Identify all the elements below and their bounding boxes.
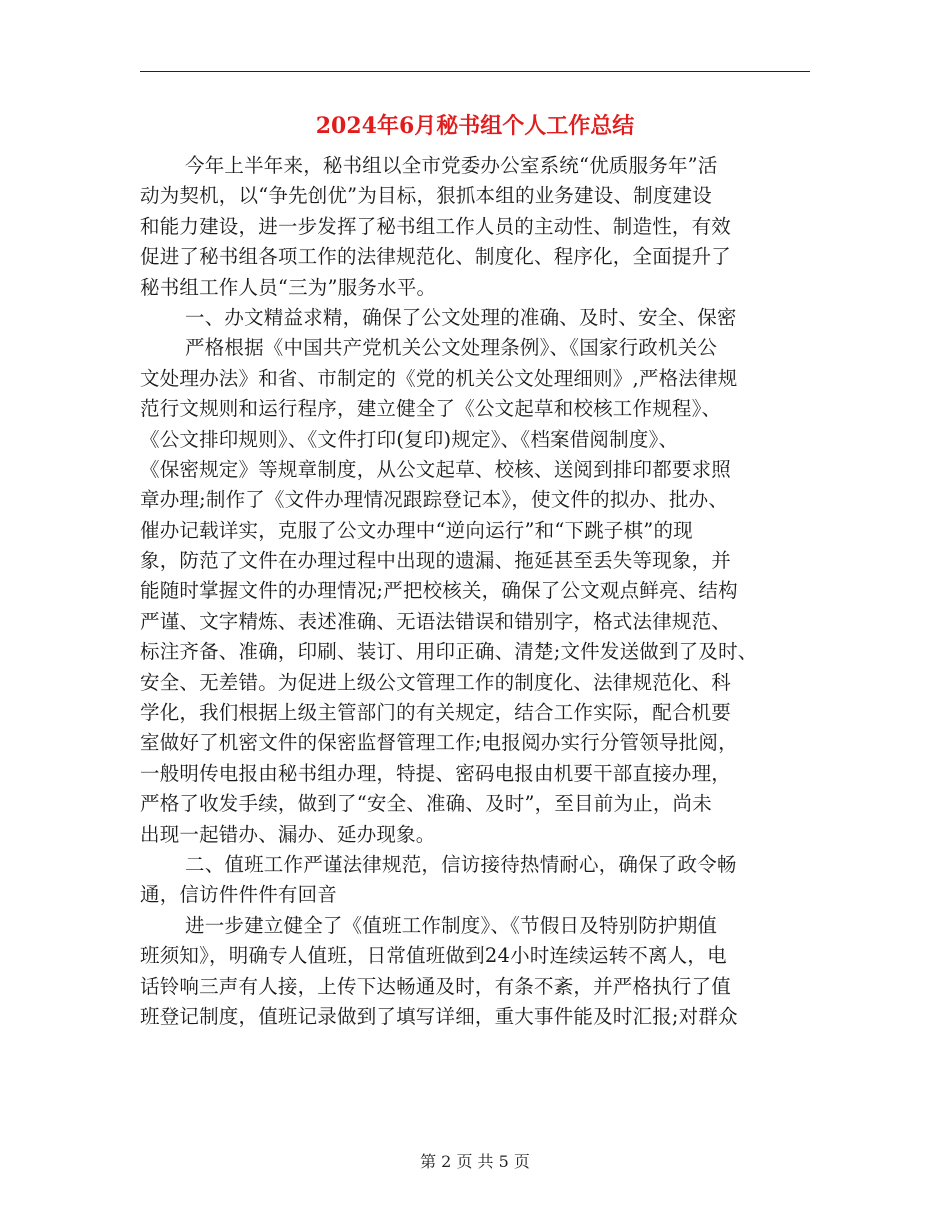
body-line: 严格根据《中国共产党机关公文处理条例》、《国家行政机关公 [185, 336, 718, 360]
header-rule [140, 71, 810, 72]
body-line: 严格了收发手续，做到了“安全、准确、及时”，至目前为止，尚未 [140, 792, 712, 816]
body-line: 学化，我们根据上级主管部门的有关规定，结合工作实际，配合机要 [140, 701, 732, 725]
body-line: 一、办文精益求精，确保了公文处理的准确、及时、安全、保密 [185, 305, 737, 329]
body-line: 《公文排印规则》、《文件打印(复印)规定》、《档案借阅制度》、 [140, 427, 679, 451]
body-line: 话铃响三声有人接，上传下达畅通及时，有条不紊，并严格执行了值 [140, 974, 732, 998]
page-footer: 第 2 页 共 5 页 [420, 1152, 530, 1171]
body-line: 象，防范了文件在办理过程中出现的遗漏、拖延甚至丢失等现象，并 [140, 549, 732, 573]
document-body [140, 151, 810, 1032]
body-line: 通，信访件件件有回音 [140, 883, 338, 907]
body-line: 标注齐备、准确，印刷、装订、用印正确、清楚;文件发送做到了及时、 [140, 640, 758, 664]
body-line: 进一步建立健全了《值班工作制度》、《节假日及特别防护期值 [185, 913, 718, 937]
body-line: 班登记制度，值班记录做到了填写详细，重大事件能及时汇报;对群众 [140, 1004, 738, 1028]
body-line: 班须知》，明确专人值班，日常值班做到24小时连续运转不离人，电 [140, 944, 727, 968]
body-line: 秘书组工作人员“三为”服务水平。 [140, 275, 437, 299]
body-line: 一般明传电报由秘书组办理，特提、密码电报由机要干部直接办理， [140, 761, 732, 785]
body-line: 范行文规则和运行程序，建立健全了《公文起草和校核工作规程》、 [140, 397, 722, 421]
body-line: 出现一起错办、漏办、延办现象。 [140, 822, 436, 846]
body-line: 催办记载详实，克服了公文办理中“逆向运行”和“下跳子棋”的现 [140, 518, 693, 542]
body-line: 和能力建设，进一步发挥了秘书组工作人员的主动性、制造性，有效 [140, 214, 732, 238]
body-line: 室做好了机密文件的保密监督管理工作;电报阅办实行分管领导批阅， [140, 731, 738, 755]
body-line: 《保密规定》等规章制度，从公文起草、校核、送阅到排印都要求照 [140, 457, 732, 481]
body-line: 动为契机，以“争先创优”为目标，狠抓本组的业务建设、制度建设 [140, 184, 712, 208]
body-line: 严谨、文字精炼、表述准确、无语法错误和错别字，格式法律规范、 [140, 609, 732, 633]
body-line: 二、值班工作严谨法律规范，信访接待热情耐心，确保了政令畅 [185, 852, 737, 876]
body-line: 文处理办法》和省、市制定的《党的机关公文处理细则》,严格法律规 [140, 366, 738, 390]
body-line: 能随时掌握文件的办理情况;严把校核关，确保了公文观点鲜亮、结构 [140, 579, 738, 603]
body-line: 今年上半年来，秘书组以全市党委办公室系统“优质服务年”活 [185, 154, 718, 177]
document-title: 2024年6月秘书组个人工作总结 [315, 113, 635, 139]
body-line: 促进了秘书组各项工作的法律规范化、制度化、程序化，全面提升了 [140, 245, 732, 269]
body-line: 章办理;制作了《文件办理情况跟踪登记本》，使文件的拟办、批办、 [140, 488, 729, 512]
body-line: 安全、无差错。为促进上级公文管理工作的制度化、法律规范化、科 [140, 670, 732, 694]
